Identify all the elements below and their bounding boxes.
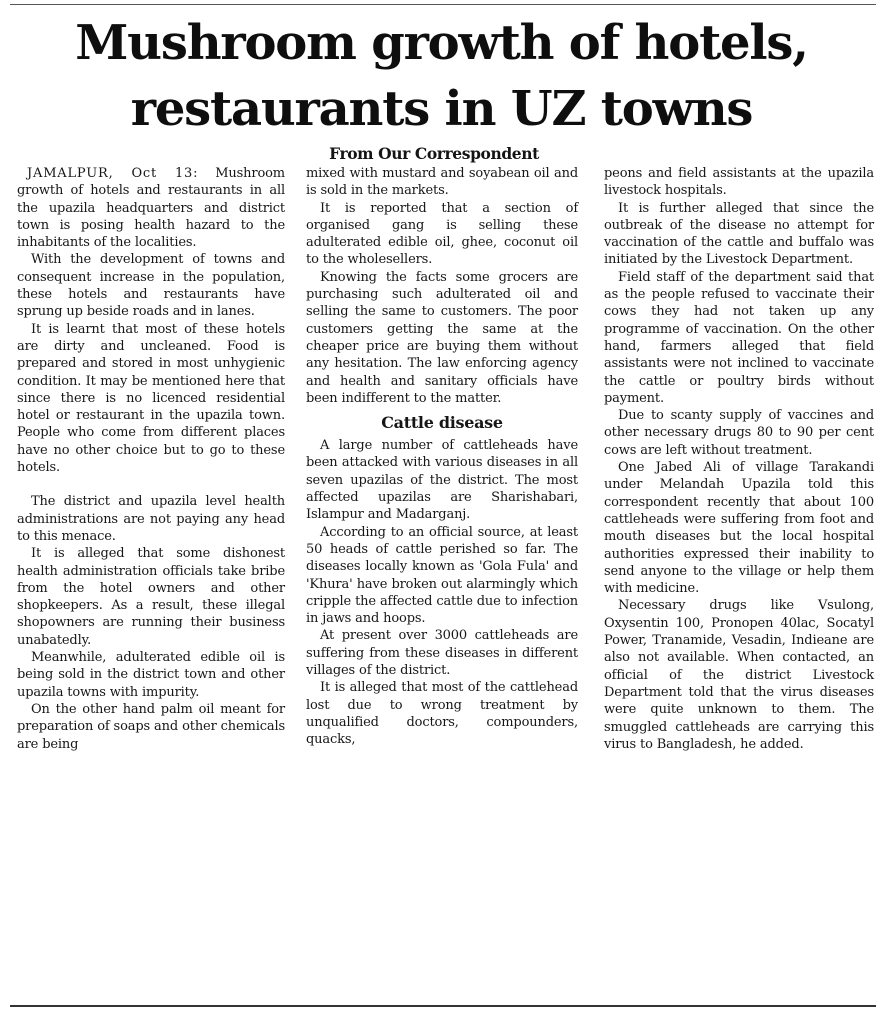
- paragraph: Meanwhile, adulterated edible oil is being sold in the district town and other upazila towns with impurity.: [17, 650, 285, 700]
- paragraph: It is reported that a section of organised gang is selling these adulterated edible oil, ghee, coconut oil to the wholesellers.: [306, 200, 578, 268]
- paragraph: The district and upazila level health administrations are not paying any head to this menace.: [17, 494, 285, 544]
- paragraph: On the other hand palm oil meant for preparation of soaps and other chemicals are being: [17, 701, 285, 752]
- paragraph: It is alleged that some dishonest health administration officials take bribe from the hotel owners and other shopkeepers. As a result, these illegal shopowners are running their business unabatedly.: [17, 546, 285, 648]
- paragraph: It is alleged that most of the cattlehead lost due to wrong treatment by unqualified doctors, compounders, quacks,: [306, 680, 578, 748]
- article-column-3: [604, 165, 874, 753]
- paragraph: It is learnt that most of these hotels are dirty and uncleaned. Food is prepared and stored in most unhygienic condition. It may be mentioned here that since there is no licenced residential hotel or restaurant in the upazila town. People who come from different places have no other choice but to go to these hotels.: [17, 321, 285, 476]
- article-column-1: [17, 165, 285, 753]
- paragraph: A large number of cattleheads have been attacked with various diseases in all seven upazilas of the district. The most affected upazilas are Sharishabari, Islampur and Madarganj.: [306, 438, 578, 523]
- headline: [0, 10, 883, 142]
- byline: From Our Correspondent: [329, 144, 539, 163]
- paragraph: Field staff of the department said that as the people refused to vaccinate their cows they had not taken up any programme of vaccination. On the other hand, farmers alleged that field assistants were not inclined to vaccinate the cattle or poultry birds without payment.: [604, 269, 874, 406]
- paragraph-text: Mushroom growth of hotels and restaurants in all the upazila headquarters and district town is posing health hazard to the inhabitants of the localities.: [17, 166, 285, 251]
- article-column-2: [306, 165, 578, 749]
- paragraph: With the development of towns and consequent increase in the population, these hotels and restaurants have sprung up beside roads and in lanes.: [17, 252, 285, 320]
- paragraph: One Jabed Ali of village Tarakandi under Melandah Upazila told this correspondent recently that about 100 cattleheads were suffering from foot and mouth diseases but the local hospital authorities expressed their inability to send anyone to the village or help them with medicine.: [604, 460, 874, 597]
- paragraph: According to an official source, at least 50 heads of cattle perished so far. The diseases locally known as 'Gola Fula' and 'Khura' have broken out alarmingly which cripple the affected cattle due to infection in jaws and hoops.: [306, 524, 578, 627]
- paragraph: Knowing the facts some grocers are purchasing such adulterated oil and selling the same to customers. The poor customers getting the same at the cheaper price are buying them without any hesitation. The law enforcing agency and health and sanitary officials have been indifferent to the matter.: [306, 269, 578, 406]
- paragraph: [17, 165, 285, 251]
- bottom-rule: [10, 1005, 876, 1007]
- subheading-cattle-disease: Cattle disease: [381, 413, 503, 433]
- paragraph: peons and field assistants at the upazila livestock hospitals.: [604, 166, 874, 199]
- dateline: JAMALPUR, Oct 13:: [27, 166, 199, 181]
- headline-line-1: Mushroom growth of hotels,: [75, 15, 808, 71]
- headline-line-2: restaurants in UZ towns: [130, 81, 753, 137]
- paragraph: mixed with mustard and soyabean oil and is sold in the markets.: [306, 166, 578, 199]
- paragraph: At present over 3000 cattleheads are suffering from these diseases in different villages of the district.: [306, 628, 578, 679]
- top-rule: [10, 4, 876, 5]
- paragraph: It is further alleged that since the outbreak of the disease no attempt for vaccination of the cattle and buffalo was initiated by the Livestock Department.: [604, 200, 874, 268]
- paragraph: Due to scanty supply of vaccines and other necessary drugs 80 to 90 per cent cows are left without treatment.: [604, 408, 874, 458]
- paragraph: Necessary drugs like Vsulong, Oxysentin 100, Pronopen 40lac, Socatyl Power, Tranamide, Vesadin, Indieane are also not available. When contacted, an official of the district Livestock Department told that the virus diseases were quite unknown to them. The smuggled cattleheads are carrying this virus to Bangladesh, he added.: [604, 598, 874, 752]
